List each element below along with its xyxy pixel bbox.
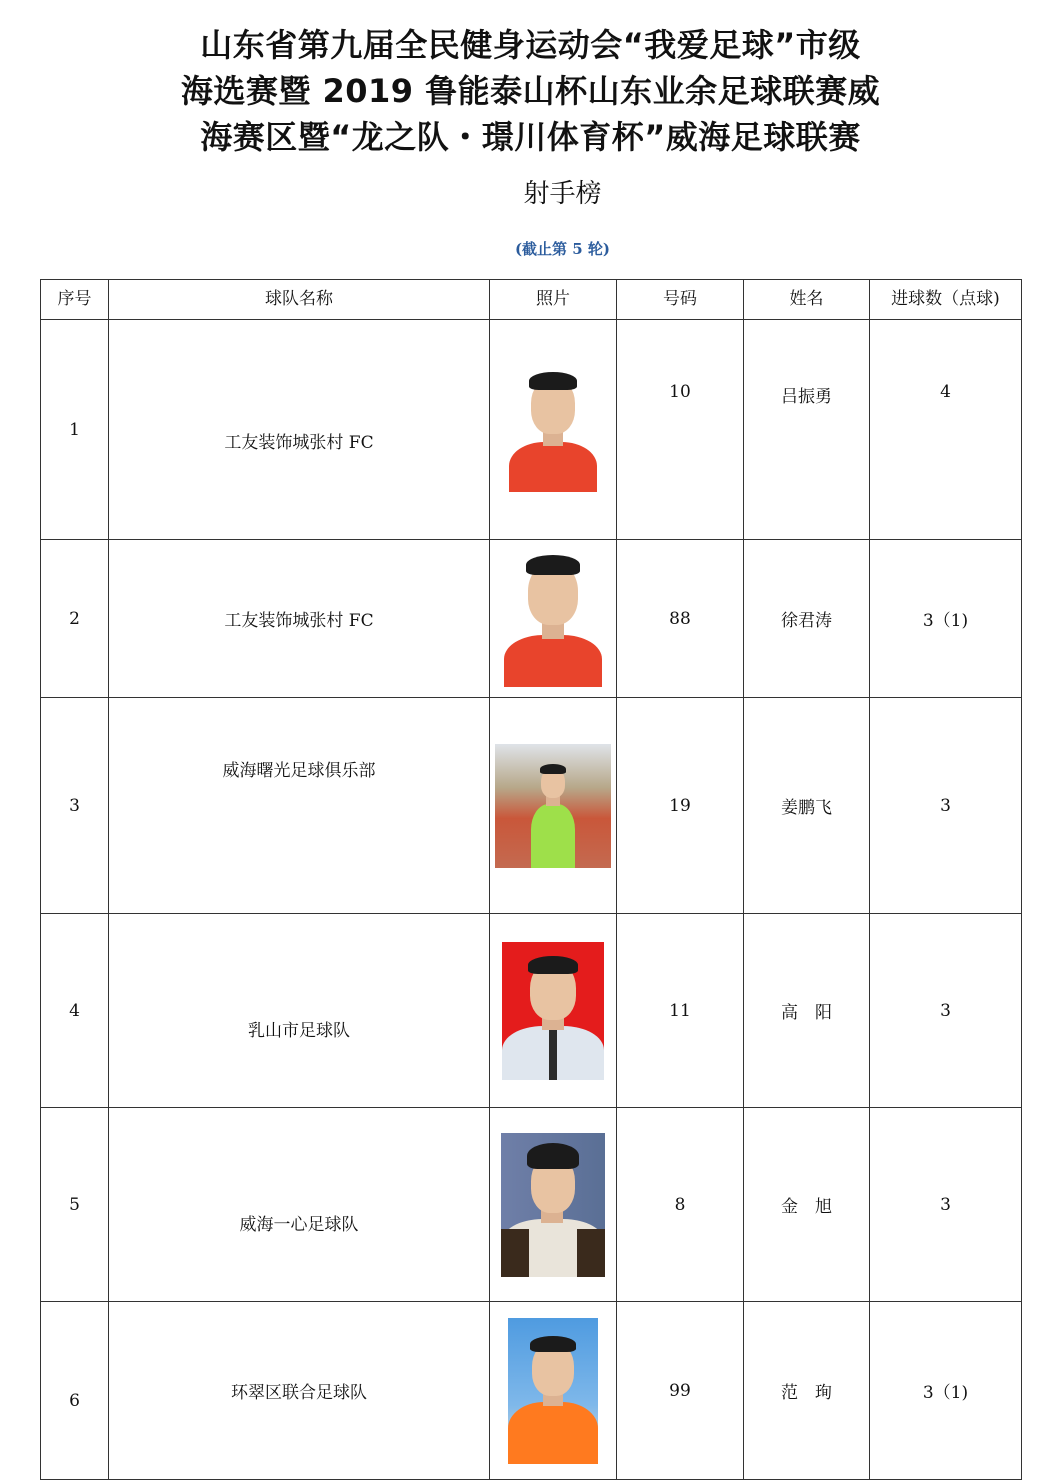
row-seq: 5 [41, 1108, 109, 1302]
row-photo [490, 1302, 617, 1480]
row-number: 19 [617, 698, 744, 914]
round-note: (截止第 5 轮) [514, 240, 611, 258]
row-number: 10 [617, 320, 744, 540]
column-header-team: 球队名称 [109, 280, 490, 320]
table-row [41, 1302, 1022, 1480]
row-name: 范 珣 [744, 1302, 870, 1480]
row-goals: 3 [870, 914, 1022, 1108]
player-photo-icon [495, 744, 611, 868]
row-photo [490, 1108, 617, 1302]
row-seq: 2 [41, 540, 109, 698]
table-row [41, 320, 1022, 540]
column-header-name: 姓名 [744, 280, 870, 320]
table-header-row [41, 280, 1022, 320]
row-seq: 3 [41, 698, 109, 914]
player-photo-icon [504, 551, 602, 687]
player-photo-icon [502, 942, 604, 1080]
title-line-1: 山东省第九届全民健身运动会“我爱足球”市级 [200, 26, 861, 64]
player-photo-icon [507, 368, 599, 492]
row-team: 工友装饰城张村 FC [109, 540, 490, 698]
title-line-2: 海选赛暨 2019 鲁能泰山杯山东业余足球联赛威 [180, 72, 881, 110]
row-name: 徐君涛 [744, 540, 870, 698]
row-name: 吕振勇 [744, 320, 870, 540]
column-header-seq: 序号 [41, 280, 109, 320]
column-header-photo: 照片 [490, 280, 617, 320]
player-photo-icon [501, 1133, 605, 1277]
title-line-3: 海赛区暨“龙之队・璟川体育杯”威海足球联赛 [200, 118, 861, 156]
row-goals: 3（1) [870, 540, 1022, 698]
row-goals: 3 [870, 698, 1022, 914]
row-seq: 4 [41, 914, 109, 1108]
row-name: 金 旭 [744, 1108, 870, 1302]
row-number: 99 [617, 1302, 744, 1480]
row-team: 环翠区联合足球队 [109, 1302, 490, 1480]
row-seq: 6 [41, 1302, 109, 1480]
row-name: 高 阳 [744, 914, 870, 1108]
row-photo [490, 320, 617, 540]
row-team: 工友装饰城张村 FC [109, 320, 490, 540]
row-team: 威海曙光足球俱乐部 [109, 698, 490, 914]
table-row [41, 540, 1022, 698]
scorers-table [40, 279, 1022, 1480]
player-photo-icon [508, 1318, 598, 1464]
table-row [41, 1108, 1022, 1302]
row-goals: 3 [870, 1108, 1022, 1302]
row-photo [490, 914, 617, 1108]
column-header-number: 号码 [617, 280, 744, 320]
table-row [41, 698, 1022, 914]
row-team: 威海一心足球队 [109, 1108, 490, 1302]
column-header-goals: 进球数（点球) [870, 280, 1022, 320]
row-team: 乳山市足球队 [109, 914, 490, 1108]
row-goals: 4 [870, 320, 1022, 540]
row-photo [490, 698, 617, 914]
row-photo [490, 540, 617, 698]
row-number: 8 [617, 1108, 744, 1302]
page-subtitle: 射手榜 [523, 179, 602, 209]
row-number: 11 [617, 914, 744, 1108]
table-row [41, 914, 1022, 1108]
page-title [0, 22, 1061, 160]
row-goals: 3（1) [870, 1302, 1022, 1480]
row-number: 88 [617, 540, 744, 698]
row-seq: 1 [41, 320, 109, 540]
row-name: 姜鹏飞 [744, 698, 870, 914]
